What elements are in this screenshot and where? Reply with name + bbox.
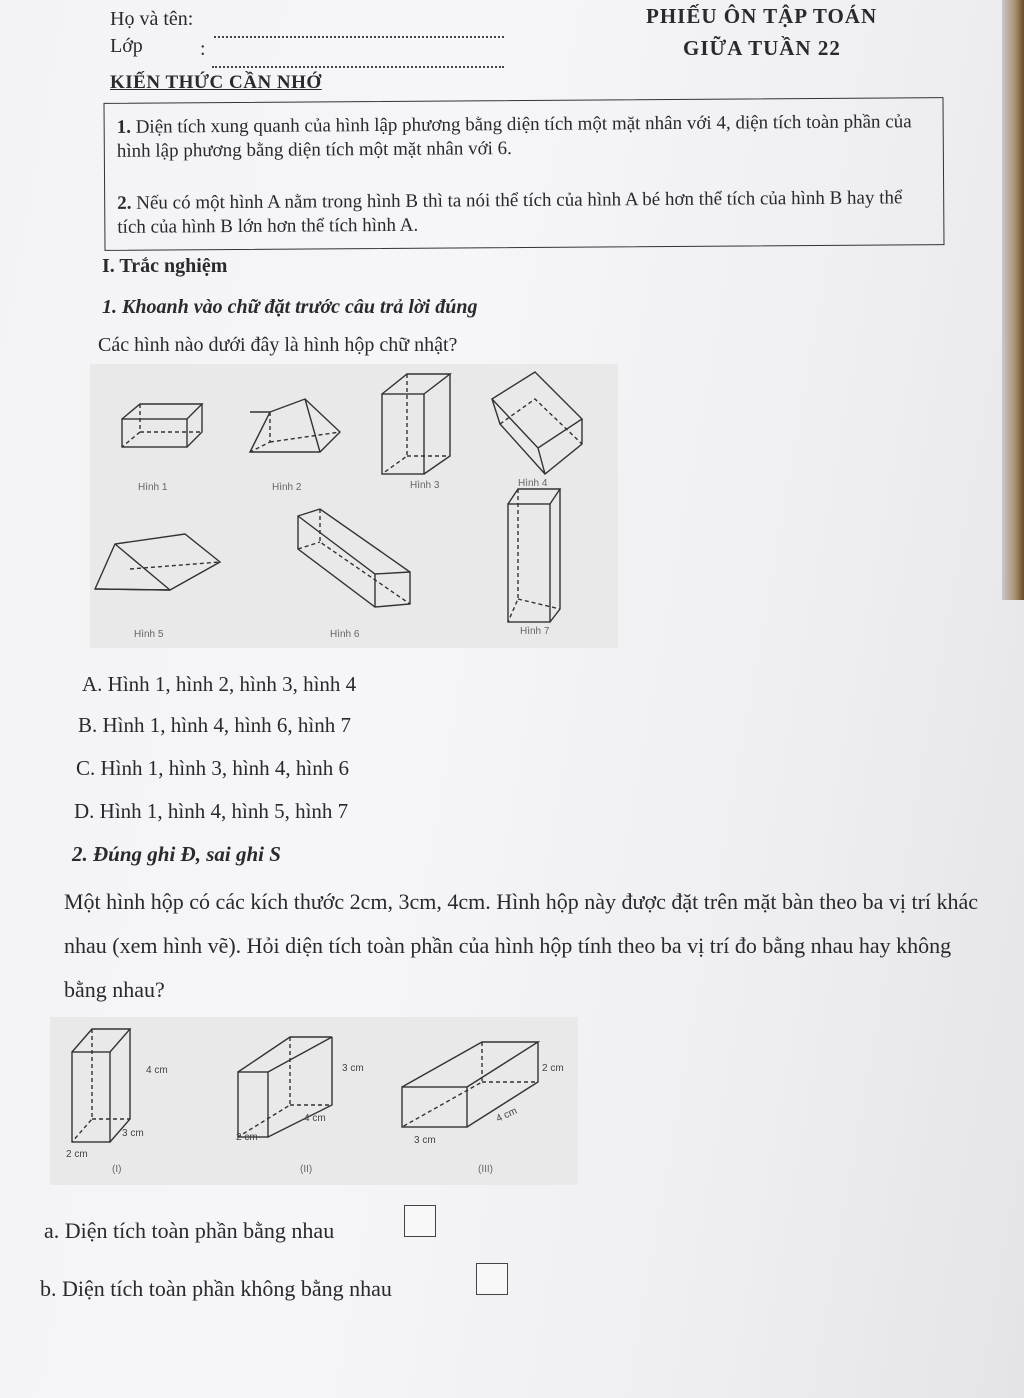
box-positions-svg [50,1017,578,1185]
worksheet-subtitle: GIỮA TUẦN 22 [683,36,841,60]
option-a[interactable]: A. Hình 1, hình 2, hình 3, hình 4 [82,672,357,696]
class-colon: : [200,38,206,60]
answer-b-checkbox[interactable] [476,1263,508,1295]
solid-4 [492,372,582,474]
label-hinh-4: Hình 4 [518,478,548,489]
note-2-text: Nếu có một hình A nằm trong hình B thì ta nói thể tích của hình A bé hơn thể tích của hình B hay thể tích của hình B lớn hơn thể tích hình A. [117,187,903,238]
question-2-title: 2. Đúng ghi Đ, sai ghi S [72,842,281,866]
solid-1 [122,404,202,447]
answer-a-checkbox[interactable] [404,1205,436,1237]
label-hinh-7: Hình 7 [520,626,550,637]
worksheet-title: PHIẾU ÔN TẬP TOÁN [646,4,878,28]
name-label: Họ và tên: [110,8,194,30]
solid-2 [250,399,340,452]
label-hinh-2: Hình 2 [272,482,302,493]
dim-3-depth: 4 cm [494,1105,519,1125]
solid-5 [95,534,220,590]
box-positions-figure [50,1017,578,1185]
dim-2-width: 4 cm [304,1113,326,1124]
table-edge [1002,0,1024,600]
dim-1-depth: 2 cm [66,1149,88,1160]
option-c[interactable]: C. Hình 1, hình 3, hình 4, hình 6 [76,756,350,780]
dim-2-depth: 2 cm [236,1132,258,1143]
solids-svg [90,364,618,648]
label-hinh-3: Hình 3 [410,480,440,491]
label-position-3: (III) [478,1164,493,1175]
name-field[interactable] [214,36,504,38]
note-2-number: 2. [117,192,132,214]
option-d[interactable]: D. Hình 1, hình 4, hình 5, hình 7 [74,799,349,823]
label-hinh-1: Hình 1 [138,482,168,493]
class-label: Lớp [110,35,143,57]
label-hinh-5: Hình 5 [134,629,164,640]
solid-6 [298,509,410,607]
note-2 [117,186,932,240]
dim-3-width: 3 cm [414,1135,436,1146]
dim-2-height: 3 cm [342,1063,364,1074]
class-field[interactable] [212,66,504,68]
solid-3 [382,374,450,474]
dim-1-width: 3 cm [122,1128,144,1139]
remember-box [103,97,944,251]
answer-b-text: b. Diện tích toàn phần không bằng nhau [40,1276,392,1301]
dim-1-height: 4 cm [146,1065,168,1076]
answer-a-text: a. Diện tích toàn phần bằng nhau [44,1218,335,1243]
dim-3-height: 2 cm [542,1063,564,1074]
label-position-2: (II) [300,1164,313,1175]
note-1-number: 1. [116,116,131,138]
label-hinh-6: Hình 6 [330,629,360,640]
question-2-text: Một hình hộp có các kích thước 2cm, 3cm, 4cm. Hình hộp này được đặt trên mặt bàn theo ba vị trí khác nhau (xem hình vẽ). Hỏi diện tích toàn phần của hình hộp tính theo ba vị trí đo bằng nhau hay không bằng nhau? [64,889,979,1002]
note-1-text: Diện tích xung quanh của hình lập phương bằng diện tích một mặt nhân với 4, diện tích toàn phần của hình lập phương bằng diện tích một mặt nhân với 6. [116,111,912,162]
solid-7 [508,489,560,622]
label-position-1: (I) [112,1164,122,1175]
question-1-text: Các hình nào dưới đây là hình hộp chữ nhật? [98,334,458,356]
question-1-title: 1. Khoanh vào chữ đặt trước câu trả lời đúng [102,296,478,318]
box-position-1 [72,1029,130,1142]
section-heading: I. Trắc nghiệm [102,255,228,277]
note-1 [117,110,932,164]
solids-figure [90,364,618,648]
remember-heading: KIẾN THỨC CẦN NHỚ [110,72,322,93]
option-b[interactable]: B. Hình 1, hình 4, hình 6, hình 7 [78,713,352,737]
